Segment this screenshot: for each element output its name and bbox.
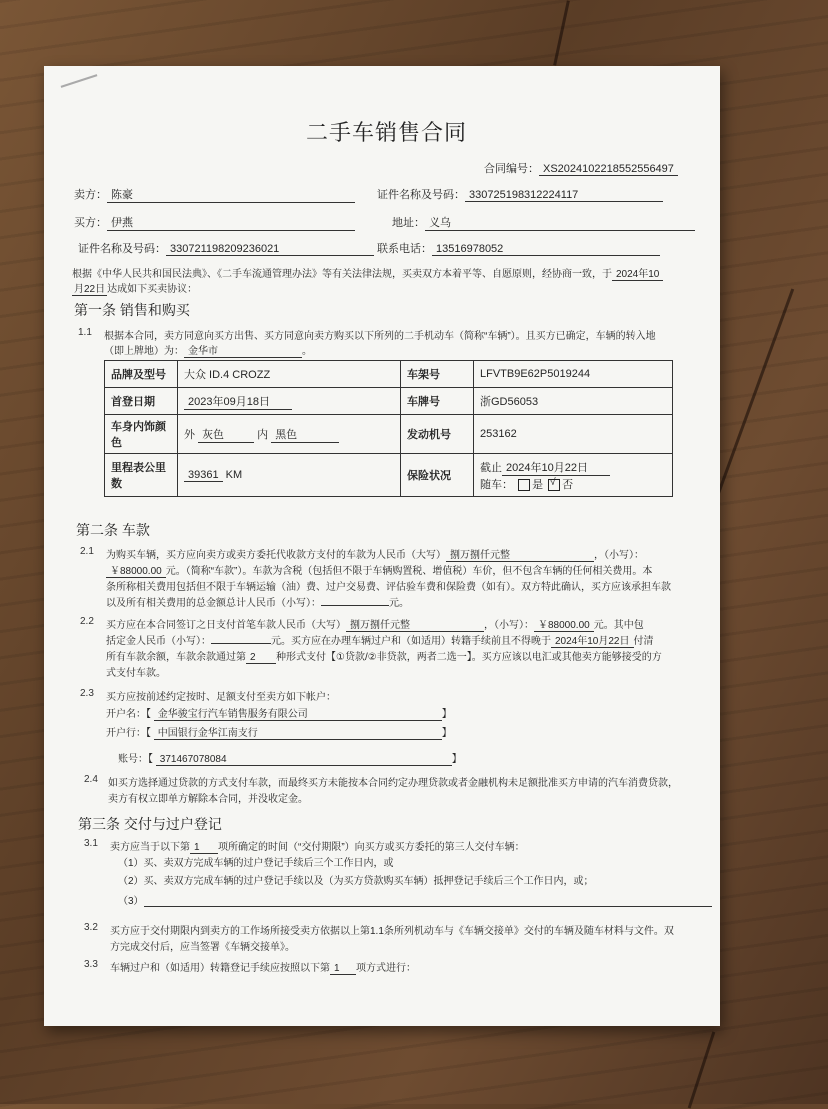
clause-2-1-text2: ，（小写）： bbox=[594, 550, 644, 561]
table-row bbox=[105, 454, 673, 497]
clause-2-2-text5: 元。买方应在办理车辆过户和（如适用）转籍手续前且不得晚于 bbox=[271, 636, 551, 647]
mileage-unit: KM bbox=[225, 468, 243, 481]
clause-3-1-line1 bbox=[110, 838, 525, 854]
clause-2-1-line2 bbox=[106, 562, 652, 578]
account-number-bracket: 】 bbox=[451, 754, 462, 765]
buyer-label: 买方： bbox=[74, 217, 107, 229]
checkbox-yes-label: 是 bbox=[532, 478, 544, 491]
account-name-bracket: 】 bbox=[441, 709, 452, 720]
clause-2-2-line4: 式支付车款。 bbox=[106, 668, 166, 679]
intro-date-part2: 月22日 bbox=[72, 280, 107, 296]
intro-tail: 达成如下买卖协议： bbox=[107, 284, 198, 295]
seller-name: 陈豪 bbox=[107, 186, 355, 203]
total-amount-blank bbox=[321, 605, 389, 606]
clause-3-2-number: 3.2 bbox=[84, 922, 98, 933]
clause-3-2-line1: 买方应于交付期限内到卖方的工作场所接受卖方依据以上第1.1条所列机动车与《车辆交接单》交付的车辆及随车材料与文件。双 bbox=[110, 926, 674, 937]
article1-heading: 第一条 销售和购买 bbox=[74, 302, 190, 318]
plate-value: 浙GD56053 bbox=[474, 388, 673, 415]
payment-deadline: 2024年10月22日 bbox=[551, 632, 634, 648]
contract-number bbox=[484, 160, 678, 176]
table-row bbox=[105, 415, 673, 454]
buyer-phone: 13516978052 bbox=[432, 243, 660, 256]
outer-color: 灰色 bbox=[198, 426, 254, 443]
floor-seam-top bbox=[553, 0, 570, 65]
insurance-until: 2024年10月22日 bbox=[502, 459, 610, 476]
brand-value: 大众 ID.4 CROZZ bbox=[178, 361, 401, 388]
clause-3-1-text1: 卖方应当于以下第 bbox=[110, 842, 190, 853]
seller-row bbox=[74, 186, 355, 203]
clause-3-3-text2: 项方式进行： bbox=[356, 963, 416, 974]
buyer-id-label: 证件名称及号码： bbox=[78, 243, 166, 255]
clause-2-2-text1: 买方应在本合同签订之日支付首笔车款人民币（大写） bbox=[106, 620, 346, 631]
clause-3-1-option3-label: （3） bbox=[118, 896, 144, 907]
clause-2-2-line1 bbox=[106, 616, 644, 632]
engine-value: 253162 bbox=[474, 415, 673, 454]
floor-seam-bottom bbox=[688, 1031, 716, 1108]
color-label: 车身内饰颜色 bbox=[105, 415, 178, 454]
clause-2-2-number: 2.2 bbox=[80, 616, 94, 627]
reg-date-cell bbox=[178, 388, 401, 415]
insurance-label: 保险状况 bbox=[401, 454, 474, 497]
clause-2-4-number: 2.4 bbox=[84, 774, 98, 785]
registration-place: 金华市 bbox=[184, 342, 302, 358]
clause-1-1-number: 1.1 bbox=[78, 327, 92, 338]
checkbox-no-label: 否 bbox=[562, 478, 574, 491]
clause-2-2-line2 bbox=[106, 632, 654, 648]
account-bank-label: 开户行：【 bbox=[106, 728, 151, 739]
contract-number-value: XS2024102218552556497 bbox=[539, 163, 678, 176]
intro-line2 bbox=[72, 280, 197, 296]
clause-2-4-line1: 如买方选择通过贷款的方式支付车款，而最终买方未能按本合同约定办理贷款或者金融机构未足额批准买方申请的汽车消费贷款， bbox=[108, 778, 678, 789]
clause-1-1-line2-text: （即上牌地）为： bbox=[104, 346, 184, 357]
clause-2-1-line4 bbox=[106, 594, 409, 609]
page-title: 二手车销售合同 bbox=[306, 120, 468, 145]
table-row bbox=[105, 361, 673, 388]
clause-3-1-option1: （1）买、卖双方完成车辆的过户登记手续后三个工作日内，或 bbox=[118, 858, 394, 869]
buyer-address-label: 地址： bbox=[392, 217, 425, 229]
clause-2-1-line1 bbox=[106, 546, 644, 562]
account-number-row bbox=[118, 750, 462, 766]
clause-2-2-text3: 元。其中包 bbox=[593, 620, 644, 631]
clause-1-1-line2: （即上牌地）为： 金华市 。 bbox=[104, 342, 312, 358]
contract-page bbox=[44, 66, 720, 1026]
price-upper: 捌万捌仟元整 bbox=[446, 546, 594, 562]
clause-2-2-text8: 种形式支付【①贷款/②非贷款，两者二选一】。买方应该以电汇或其他卖方能够接受的方 bbox=[276, 652, 662, 663]
contract-number-label: 合同编号： bbox=[484, 163, 539, 175]
clause-3-1-number: 3.1 bbox=[84, 838, 98, 849]
clause-2-4-line2: 卖方有权立即单方解除本合同，并没收定金。 bbox=[108, 794, 308, 805]
clause-2-1-text5: 元。 bbox=[389, 598, 409, 609]
seller-label: 卖方： bbox=[74, 189, 107, 201]
reg-date-label: 首登日期 bbox=[105, 388, 178, 415]
mileage-value: 39361 bbox=[184, 469, 223, 482]
brand-label: 品牌及型号 bbox=[105, 361, 178, 388]
article3-heading: 第三条 交付与过户登记 bbox=[78, 816, 222, 832]
engine-label: 发动机号 bbox=[401, 415, 474, 454]
first-payment-lower: ￥88000.00 bbox=[534, 616, 594, 632]
clause-1-1-line1: 根据本合同，卖方同意向买方出售、买方同意向卖方购买以下所列的二手机动车（简称“车辆”）。且买方已确定，车辆的转入地 bbox=[104, 331, 656, 342]
first-payment-upper: 捌万捌仟元整 bbox=[346, 616, 484, 632]
clause-2-2-text2: ，（小写）： bbox=[484, 620, 534, 631]
clause-2-1-line3: 条所称相关费用包括但不限于车辆运输（油）费、过户交易费、评估验车费和保险费（如有）。双方特此确认，买方应该承担车款 bbox=[106, 582, 671, 593]
insurance-with-car-label: 随车： bbox=[480, 478, 513, 491]
account-number-label: 账号：【 bbox=[118, 754, 153, 765]
clause-2-1-text4: 以及所有相关费用的总金额总计人民币（小写）： bbox=[106, 598, 321, 609]
vin-value: LFVTB9E62P5019244 bbox=[474, 361, 673, 388]
account-number: 371467078084 bbox=[156, 754, 452, 766]
clause-3-1-text2: 项所确定的时间（“交付期限”）向买方或买方委托的第三人交付车辆： bbox=[218, 842, 525, 853]
buyer-phone-row bbox=[377, 240, 660, 256]
delivery-option-choice: 1 bbox=[190, 842, 218, 854]
intro-text: 根据《中华人民共和国民法典》、《二手车流通管理办法》等有关法律法规，买卖双方本着平等、自愿原则，经协商一致，于 bbox=[72, 269, 612, 280]
clause-2-1-text1: 为购买车辆，买方应向卖方或卖方委托代收款方支付的车款为人民币（大写） bbox=[106, 550, 446, 561]
mileage-label: 里程表公里数 bbox=[105, 454, 178, 497]
reg-date-value: 2023年09月18日 bbox=[184, 393, 292, 410]
clause-2-2-line3 bbox=[106, 648, 662, 664]
inner-color: 黑色 bbox=[271, 426, 339, 443]
buyer-id: 330721198209236021 bbox=[166, 243, 374, 256]
buyer-row bbox=[74, 214, 355, 231]
clause-2-2-text4: 括定金人民币（小写）： bbox=[106, 636, 211, 647]
outer-color-prefix: 外 bbox=[184, 428, 195, 441]
buyer-address: 义乌 bbox=[425, 214, 695, 231]
table-row bbox=[105, 388, 673, 415]
account-bank: 中国银行金华江南支行 bbox=[154, 724, 442, 740]
account-name-label: 开户名：【 bbox=[106, 709, 151, 720]
clause-3-3-text1: 车辆过户和（如适用）转籍登记手续应按照以下第 bbox=[110, 963, 330, 974]
buyer-phone-label: 联系电话： bbox=[377, 243, 432, 255]
clause-3-1-option3 bbox=[118, 892, 712, 907]
buyer-address-row bbox=[392, 214, 695, 231]
vehicle-info-table bbox=[104, 360, 673, 497]
clause-2-1-text3: 元。（简称“车款”）。车款为含税（包括但不限于车辆购置税、增值税）车价，但不包含车辆的任何相关费用。本 bbox=[165, 566, 653, 577]
seller-id: 330725198312224117 bbox=[465, 189, 663, 202]
deposit-blank bbox=[211, 643, 271, 644]
plate-label: 车牌号 bbox=[401, 388, 474, 415]
insurance-until-row bbox=[480, 459, 666, 476]
vin-label: 车架号 bbox=[401, 361, 474, 388]
clause-3-1-option2: （2）买、卖双方完成车辆的过户登记手续以及（为买方贷款购买车辆）抵押登记手续后三个工作日内，或； bbox=[118, 876, 594, 887]
intro-line1 bbox=[72, 265, 663, 281]
article2-heading: 第二条 车款 bbox=[76, 522, 150, 538]
inner-color-prefix: 内 bbox=[257, 428, 269, 441]
clause-3-2-line2: 方完成交付后，应当签署《车辆交接单》。 bbox=[110, 942, 295, 953]
insurance-cell bbox=[474, 454, 673, 497]
clause-3-3-number: 3.3 bbox=[84, 959, 98, 970]
account-name-row bbox=[106, 705, 452, 721]
payment-method-choice: 2 bbox=[246, 652, 276, 664]
mileage-cell bbox=[178, 454, 401, 497]
color-cell bbox=[178, 415, 401, 454]
clause-3-3-line1 bbox=[110, 959, 416, 975]
account-bank-bracket: 】 bbox=[441, 728, 452, 739]
insurance-until-prefix: 截止 bbox=[480, 461, 502, 474]
buyer-name: 伊燕 bbox=[107, 214, 355, 231]
seller-id-row bbox=[377, 186, 663, 202]
intro-date-part1: 2024年10 bbox=[612, 265, 663, 281]
clause-2-3-line1: 买方应按前述约定按时、足额支付至卖方如下帐户： bbox=[106, 692, 336, 703]
account-bank-row bbox=[106, 724, 452, 740]
price-lower: ￥88000.00 bbox=[106, 562, 166, 578]
insurance-with-car-row bbox=[480, 476, 666, 492]
seller-id-label: 证件名称及号码： bbox=[377, 189, 465, 201]
clause-2-2-text6: 付清 bbox=[633, 636, 654, 647]
transfer-option-choice: 1 bbox=[330, 963, 356, 975]
option3-blank bbox=[144, 894, 712, 907]
clause-2-3-number: 2.3 bbox=[80, 688, 94, 699]
checkbox-no[interactable] bbox=[548, 479, 560, 491]
buyer-id-row bbox=[78, 240, 374, 256]
account-name: 金华骏宝行汽车销售服务有限公司 bbox=[154, 705, 442, 721]
clause-2-1-number: 2.1 bbox=[80, 546, 94, 557]
checkbox-yes[interactable] bbox=[518, 479, 530, 491]
staple bbox=[61, 74, 98, 88]
clause-2-2-text7: 所有车款余额，车款余款通过第 bbox=[106, 652, 246, 663]
